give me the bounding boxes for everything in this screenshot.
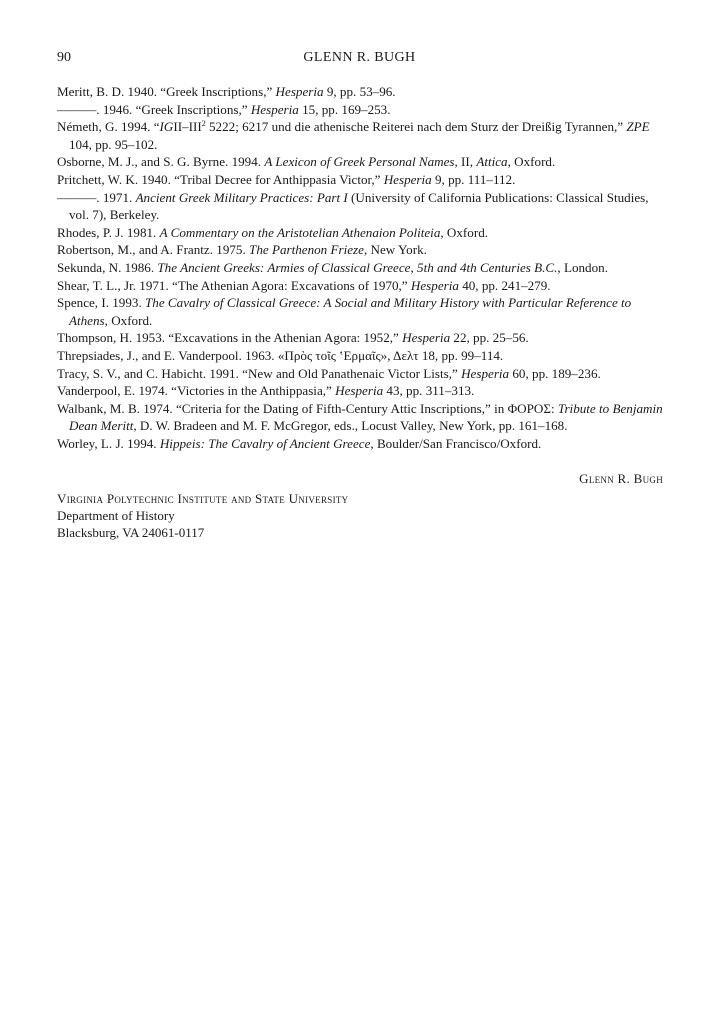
author-signature: Glenn R. Bugh — [579, 471, 663, 486]
reference-title: Hesperia — [402, 330, 451, 346]
reference-title: ZPE — [626, 119, 650, 135]
reference-title: Hesperia — [410, 277, 459, 293]
reference-text: Vanderpool, E. 1974. “Victories in the Anthippasia,” — [57, 383, 336, 399]
reference-title: Ancient Greek Military Practices: Part I — [135, 189, 348, 205]
reference-text: 60, pp. 189–236. — [509, 365, 601, 381]
reference-text: 15, pp. 169–253. — [298, 101, 391, 117]
reference-title: Hesperia — [250, 101, 299, 117]
reference-title: The Cavalry of Classical Greece: A Social and Military History with Particular Reference to Athens — [69, 295, 632, 328]
author-address — [57, 490, 348, 541]
reference-text: 2 — [201, 119, 206, 129]
reference-text: Walbank, M. B. 1974. “Criteria for the Dating of Fifth-Century Attic Inscriptions,” in ΦΟΡΟΣ: — [57, 400, 558, 416]
reference-text: , London. — [557, 259, 608, 275]
reference-title: Hesperia — [461, 365, 510, 381]
reference-entry — [57, 277, 663, 295]
reference-entry — [57, 101, 663, 119]
reference-text: 9, pp. 53–96. — [323, 84, 396, 99]
reference-text: Meritt, B. D. 1940. “Greek Inscriptions,” — [57, 84, 276, 99]
reference-text: , Oxford. — [507, 154, 556, 170]
page-number: 90 — [57, 50, 71, 65]
reference-entry — [57, 153, 663, 171]
reference-text: , D. W. Bradeen and M. F. McGregor, eds., Locust Valley, New York, pp. 161–168. — [133, 418, 568, 434]
reference-entry — [57, 224, 663, 242]
reference-text: Tracy, S. V., and C. Habicht. 1991. “New and Old Panathenaic Victor Lists,” — [57, 365, 462, 381]
reference-text: , New York. — [363, 242, 427, 258]
reference-entry — [57, 382, 663, 400]
page-header — [0, 50, 719, 70]
reference-text: Rhodes, P. J. 1981. — [57, 224, 160, 240]
reference-title: Attica — [476, 154, 508, 170]
reference-text: Shear, T. L., Jr. 1971. “The Athenian Agora: Excavations of 1970,” — [57, 277, 411, 293]
reference-text: 43, pp. 311–313. — [383, 383, 475, 399]
reference-title: The Parthenon Frieze — [249, 242, 364, 258]
reference-entry — [57, 365, 663, 383]
reference-entry — [57, 259, 663, 277]
reference-text: Spence, I. 1993. — [57, 295, 145, 311]
reference-text: (University of California Publications: Classical Studies, vol. 7), Berkeley. — [69, 189, 649, 223]
reference-text: II–III — [173, 119, 202, 135]
reference-title: IG — [159, 119, 174, 135]
reference-entry — [57, 400, 663, 435]
reference-entry — [57, 347, 663, 365]
reference-title: A Commentary on the Aristotelian Athenaion Politeia — [159, 224, 441, 240]
reference-title: Hesperia — [335, 383, 384, 399]
reference-entry — [57, 83, 663, 101]
running-head: GLENN R. BUGH — [303, 50, 416, 65]
reference-title: A Lexicon of Greek Personal Names — [264, 154, 455, 170]
reference-entry — [57, 294, 663, 329]
reference-text: , II, — [454, 154, 477, 170]
reference-text: , Boulder/San Francisco/Oxford. — [370, 435, 542, 451]
reference-title: Hesperia — [383, 171, 432, 187]
reference-text: Németh, G. 1994. “ — [57, 119, 160, 135]
reference-text: Threpsiades, J., and E. Vanderpool. 1963. «Πρὸς τοῖς ʽΕρμαῖς», Δελτ 18, pp. 99–114. — [57, 347, 504, 363]
reference-title: Tribute to Benjamin Dean Meritt — [69, 400, 663, 434]
institution: Virginia Polytechnic Institute and State University — [57, 491, 349, 506]
reference-entry — [57, 118, 663, 153]
reference-entry — [57, 329, 663, 347]
reference-entry — [57, 171, 663, 189]
reference-text: 5222; 6217 und die athenische Reiterei nach dem Sturz der Dreißig Tyrannen,” — [205, 119, 627, 135]
reference-text: 9, pp. 111–112. — [431, 171, 516, 187]
reference-text: ———. 1971. — [57, 189, 136, 205]
department: Department of History — [57, 508, 175, 523]
reference-text: Worley, L. J. 1994. — [57, 435, 160, 451]
reference-text: 22, pp. 25–56. — [450, 330, 529, 346]
reference-title: Hesperia — [275, 84, 324, 99]
reference-entry — [57, 241, 663, 259]
reference-text: Osborne, M. J., and S. G. Byrne. 1994. — [57, 154, 265, 170]
reference-text: Robertson, M., and A. Frantz. 1975. — [57, 242, 250, 258]
reference-text: ———. 1946. “Greek Inscriptions,” — [57, 101, 251, 117]
reference-entry — [57, 189, 663, 224]
reference-text: Pritchett, W. K. 1940. “Tribal Decree for Anthippasia Victor,” — [57, 171, 384, 187]
reference-title: The Ancient Greeks: Armies of Classical Greece, 5th and 4th Centuries B.C. — [157, 259, 558, 275]
reference-text: Sekunda, N. 1986. — [57, 259, 158, 275]
reference-title: Hippeis: The Cavalry of Ancient Greece — [159, 435, 371, 451]
reference-text: , Oxford. — [440, 224, 489, 240]
reference-text: 104, pp. 95–102. — [69, 136, 158, 152]
reference-text: Thompson, H. 1953. “Excavations in the Athenian Agora: 1952,” — [57, 330, 403, 346]
reference-entry — [57, 435, 663, 453]
bibliography-list — [57, 83, 663, 452]
reference-text: , Oxford. — [104, 312, 153, 328]
city: Blacksburg, VA 24061-0117 — [57, 525, 205, 540]
reference-text: 40, pp. 241–279. — [458, 277, 551, 293]
